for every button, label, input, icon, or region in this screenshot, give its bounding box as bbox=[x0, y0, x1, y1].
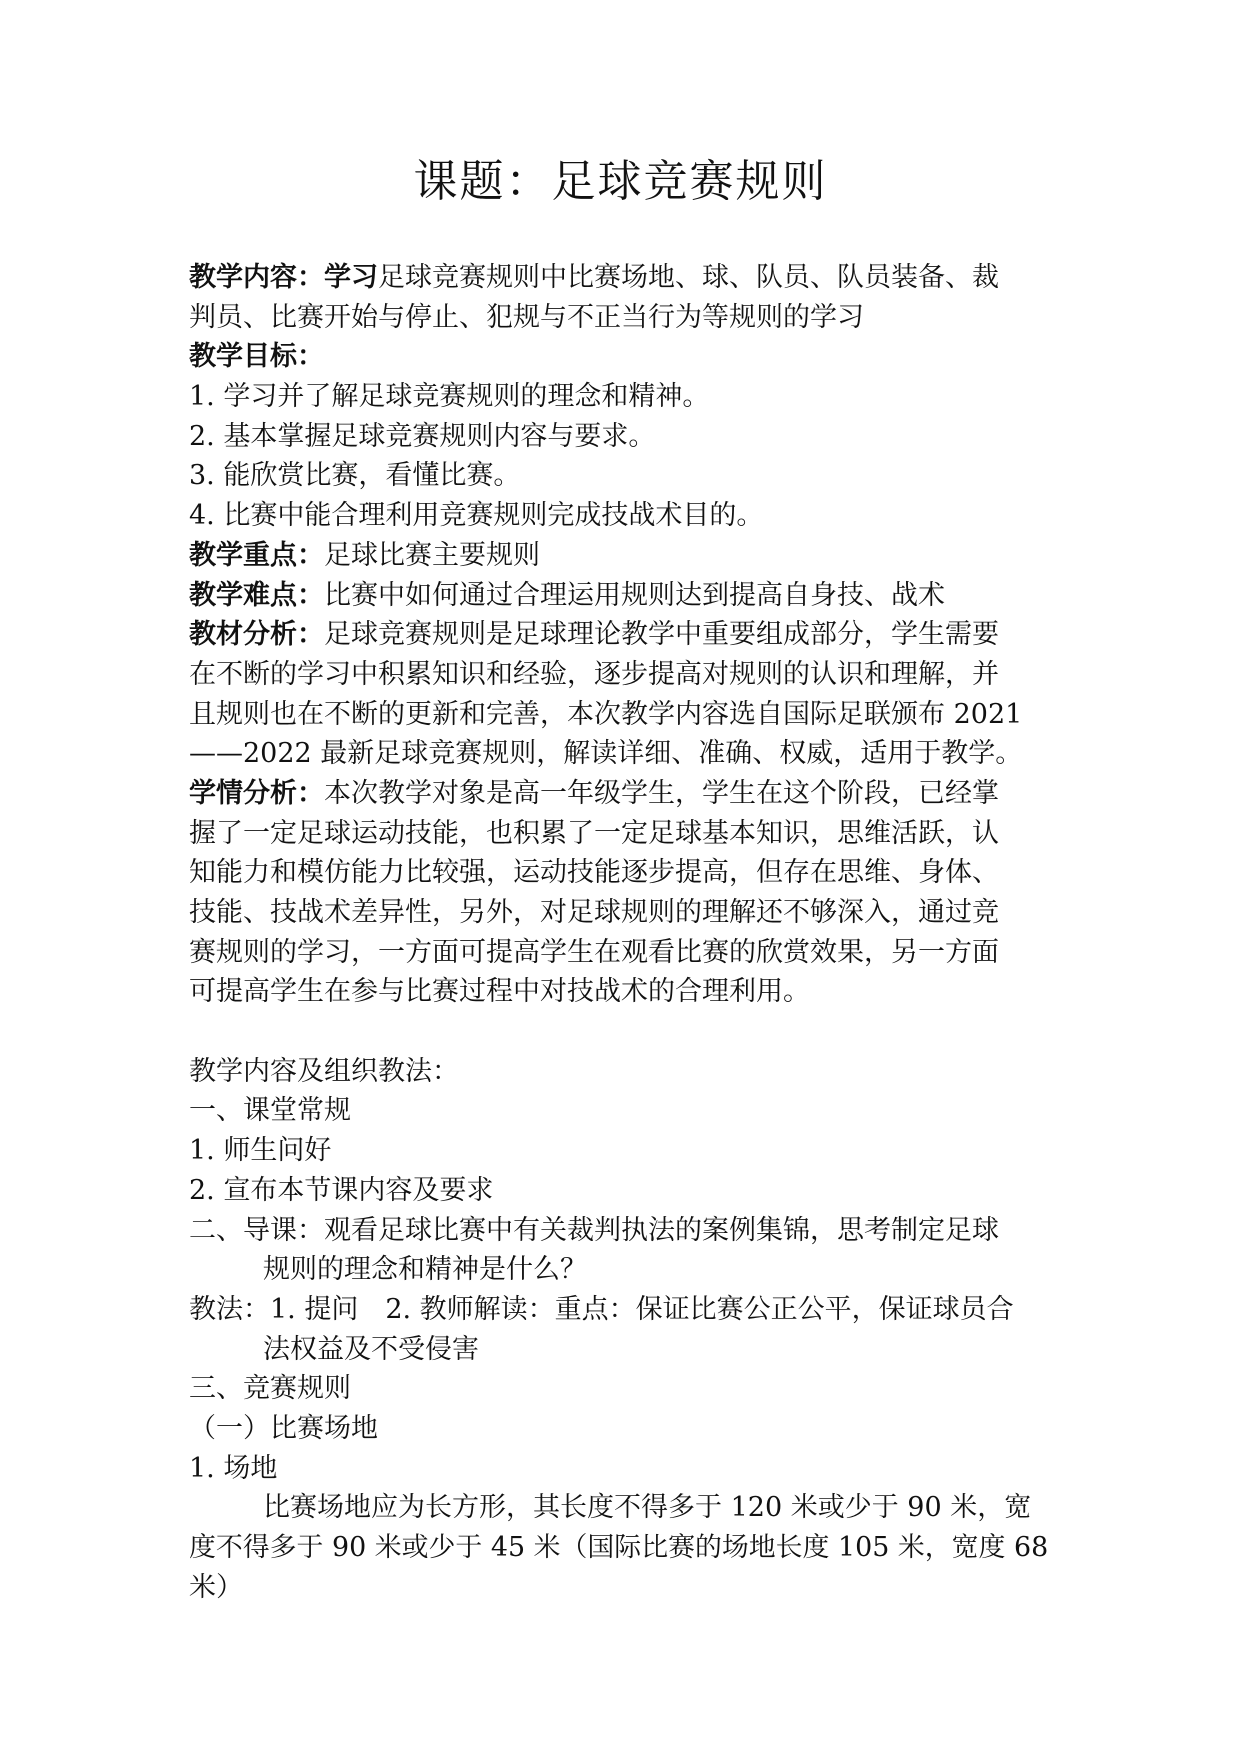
goal-item: 3. 能欣赏比赛，看懂比赛。 bbox=[189, 460, 521, 492]
teaching-content-line-1 bbox=[189, 258, 1051, 298]
key-point-label: 教学重点： bbox=[189, 539, 324, 571]
difficulty-label: 教学难点： bbox=[189, 579, 324, 611]
difficulty-text: 比赛中如何通过合理运用规则达到提高自身技、战术 bbox=[324, 579, 945, 611]
field-text-line: 比赛场地应为长方形，其长度不得多于 120 米或少于 90 米，宽 bbox=[263, 1492, 1032, 1524]
section-intro-line-2: 规则的理念和精神是什么？ bbox=[263, 1254, 587, 1286]
organization-heading: 教学内容及组织教法： bbox=[189, 1055, 459, 1087]
field-heading: 1. 场地 bbox=[189, 1452, 278, 1484]
section-intro-line-1: 二、导课：观看足球比赛中有关裁判执法的案例集锦，思考制定足球 bbox=[189, 1214, 999, 1246]
student-analysis-line: 握了一定足球运动技能，也积累了一定足球基本知识，思维活跃，认 bbox=[189, 817, 999, 849]
goal-item: 1. 学习并了解足球竞赛规则的理念和精神。 bbox=[189, 381, 710, 413]
page-title: 课题：足球竞赛规则 bbox=[413, 156, 828, 207]
section-heading: 三、竞赛规则 bbox=[189, 1373, 351, 1405]
goals-label: 教学目标： bbox=[189, 341, 324, 373]
teaching-content-text: 足球竞赛规则中比赛场地、球、队员、队员装备、裁 bbox=[378, 262, 999, 293]
student-analysis-line: 赛规则的学习，一方面可提高学生在观看比赛的欣赏效果，另一方面 bbox=[189, 936, 999, 968]
goal-item: 4. 比赛中能合理利用竞赛规则完成技战术目的。 bbox=[189, 500, 764, 532]
key-point-line bbox=[189, 536, 1051, 576]
teaching-content-lead: 学习 bbox=[324, 262, 378, 293]
field-text-line: 度不得多于 90 米或少于 45 米（国际比赛的场地长度 105 米，宽度 68 bbox=[189, 1532, 1049, 1563]
difficulty-line bbox=[189, 576, 1051, 616]
material-analysis-text: 足球竞赛规则是足球理论教学中重要组成部分，学生需要 bbox=[324, 619, 999, 651]
method-line-2: 法权益及不受侵害 bbox=[263, 1333, 479, 1365]
student-analysis-line: 技能、技战术差异性，另外，对足球规则的理解还不够深入，通过竞 bbox=[189, 897, 999, 928]
material-analysis-line: ——2022 最新足球竞赛规则，解读详细、准确、权威，适用于教学。 bbox=[189, 738, 1023, 770]
student-analysis-line-1 bbox=[189, 774, 1051, 814]
student-analysis-text: 本次教学对象是高一年级学生，学生在这个阶段，已经掌 bbox=[324, 777, 999, 809]
material-analysis-line: 且规则也在不断的更新和完善，本次教学内容选自国际足联颁布 2021 bbox=[189, 698, 1023, 730]
material-analysis-line-1 bbox=[189, 615, 1051, 655]
student-analysis-label: 学情分析： bbox=[189, 777, 324, 809]
spacer bbox=[189, 1012, 1051, 1052]
student-analysis-line: 知能力和模仿能力比较强，运动技能逐步提高，但存在思维、身体、 bbox=[189, 857, 999, 889]
routine-item: 1. 师生问好 bbox=[189, 1135, 332, 1167]
key-point-text: 足球比赛主要规则 bbox=[324, 539, 540, 571]
document-body bbox=[189, 258, 1051, 1607]
teaching-content-line-2: 判员、比赛开始与停止、犯规与不正当行为等规则的学习 bbox=[189, 301, 864, 333]
teaching-content-label: 教学内容： bbox=[189, 262, 324, 293]
field-text-line: 米） bbox=[189, 1571, 243, 1603]
section-heading: 一、课堂常规 bbox=[189, 1095, 351, 1127]
routine-item: 2. 宣布本节课内容及要求 bbox=[189, 1174, 494, 1206]
method-line-1: 教法：1. 提问 2. 教师解读：重点：保证比赛公正公平，保证球员合 bbox=[189, 1293, 1014, 1325]
subsection-heading: （一）比赛场地 bbox=[189, 1412, 378, 1444]
goal-item: 2. 基本掌握足球竞赛规则内容与要求。 bbox=[189, 420, 656, 452]
material-analysis-label: 教材分析： bbox=[189, 619, 324, 651]
material-analysis-line: 在不断的学习中积累知识和经验，逐步提高对规则的认识和理解，并 bbox=[189, 658, 999, 690]
student-analysis-line: 可提高学生在参与比赛过程中对技战术的合理利用。 bbox=[189, 976, 810, 1008]
